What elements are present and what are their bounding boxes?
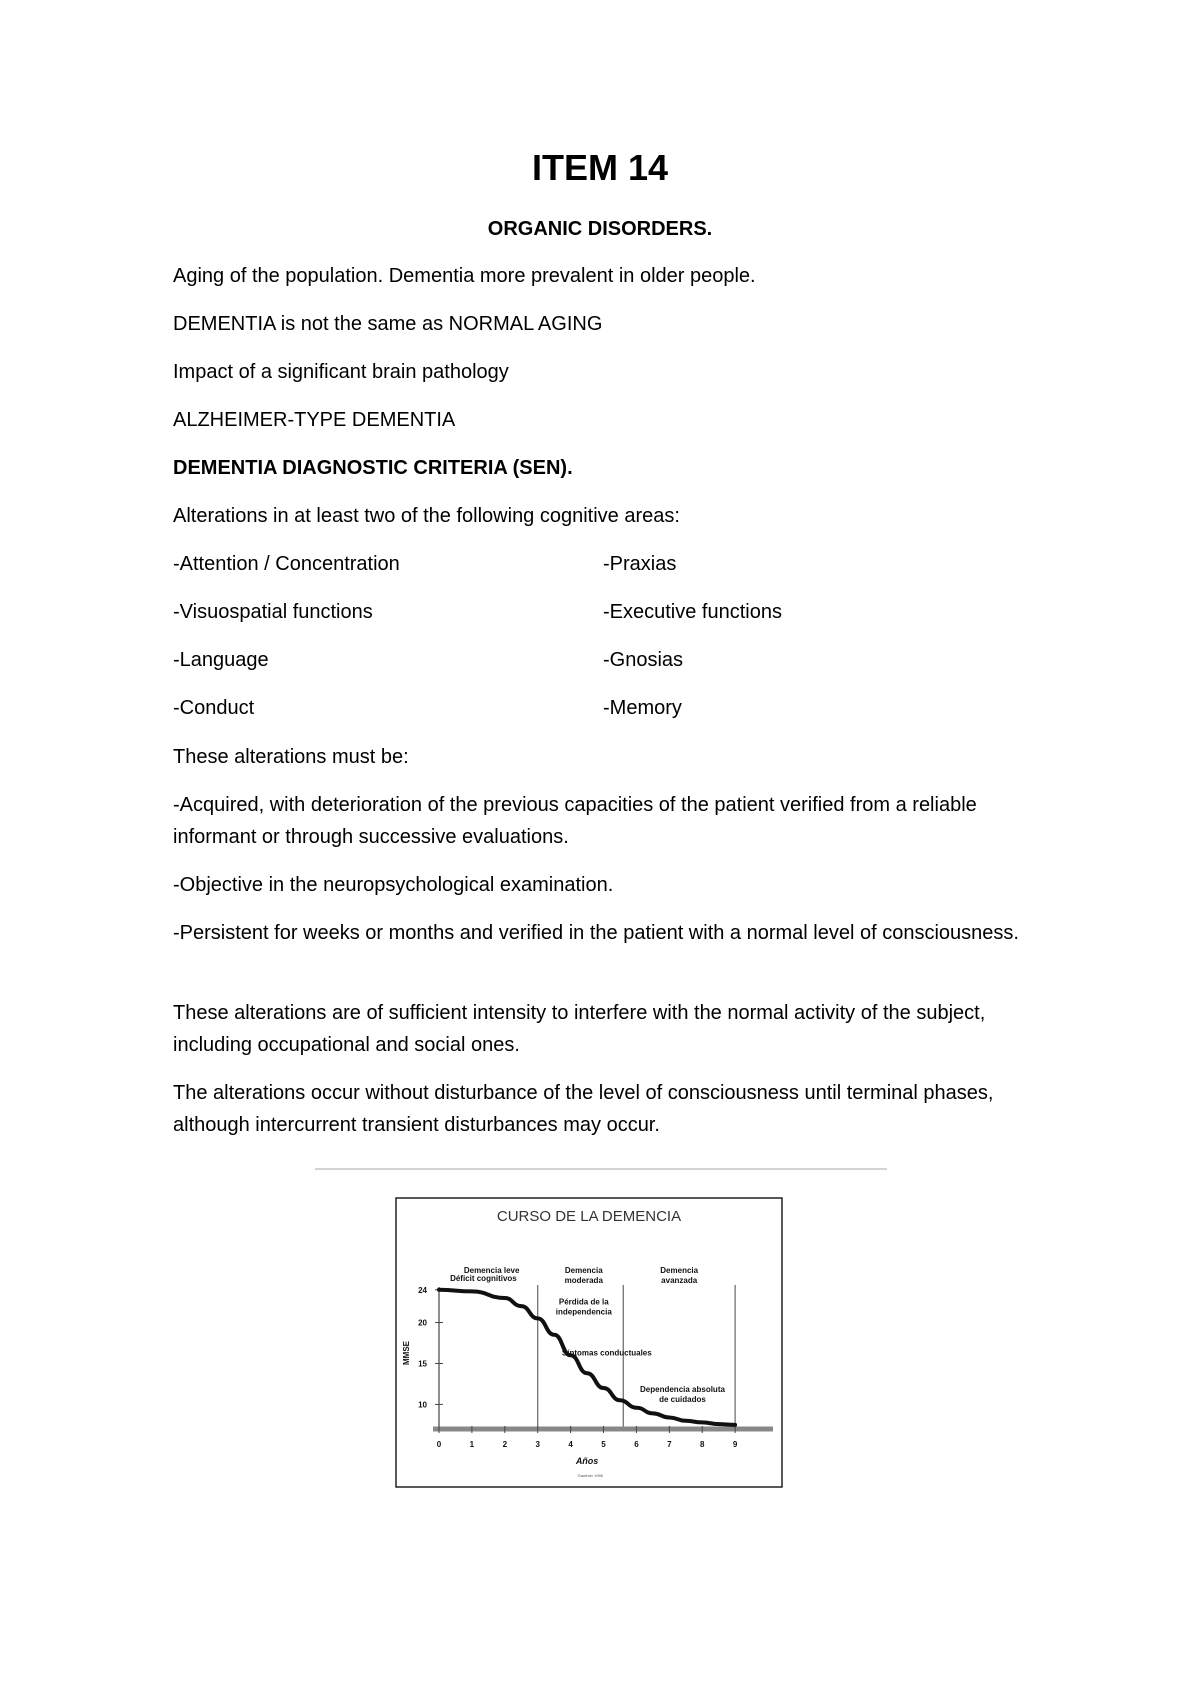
stage-label: avanzada: [661, 1276, 698, 1285]
curve-annotation: independencia: [555, 1307, 612, 1317]
cognitive-area-item: -Conduct: [173, 697, 255, 719]
y-tick-label: 24: [418, 1285, 427, 1295]
objective-line: -Objective in the neuropsychological examination.: [173, 874, 614, 896]
chart-source-note: Gauthier 1996: [577, 1473, 604, 1478]
alterations-intro: Alterations in at least two of the following cognitive areas:: [173, 505, 680, 527]
stage-label: moderada: [564, 1276, 603, 1285]
separator-line: [315, 1168, 887, 1170]
curve-annotation: de cuidados: [659, 1395, 706, 1405]
x-tick-label: 4: [568, 1440, 573, 1449]
y-tick-label: 20: [418, 1318, 427, 1328]
not-same-line: DEMENTIA is not the same as NORMAL AGING: [173, 313, 603, 335]
x-tick-label: 8: [699, 1440, 705, 1449]
cognitive-area-item: -Gnosias: [603, 649, 684, 671]
consciousness-paragraph: The alterations occur without disturbance of the level of consciousness until terminal phases, although intercurrent transient disturbances may occur.: [173, 1082, 994, 1136]
section-subtitle: ORGANIC DISORDERS.: [487, 218, 713, 240]
x-axis-label: Años: [575, 1456, 599, 1466]
curve-annotation: Déficit cognitivos: [450, 1273, 517, 1283]
alzheimer-line: ALZHEIMER-TYPE DEMENTIA: [173, 409, 456, 431]
cognitive-area-item: -Attention / Concentration: [173, 553, 400, 575]
intensity-paragraph: These alterations are of sufficient intensity to interfere with the normal activity of the subject, including occupational and social ones.: [173, 1002, 986, 1056]
y-tick-label: 10: [418, 1400, 427, 1410]
cognitive-area-item: -Memory: [603, 697, 682, 719]
stage-label: Demencia: [660, 1266, 699, 1275]
aging-line: Aging of the population. Dementia more prevalent in older people.: [173, 265, 756, 287]
x-tick-label: 0: [436, 1440, 442, 1449]
y-axis-label: MMSE: [402, 1341, 411, 1365]
x-tick-label: 9: [732, 1440, 738, 1449]
acquired-paragraph: -Acquired, with deterioration of the previous capacities of the patient verified from a reliable informant or through successive evaluations.: [173, 794, 977, 848]
x-tick-label: 5: [601, 1440, 606, 1449]
x-tick-label: 1: [469, 1440, 475, 1449]
curve-annotation: Síntomas conductuales: [561, 1348, 652, 1358]
page-title: ITEM 14: [531, 147, 669, 188]
cognitive-area-item: -Executive functions: [603, 601, 782, 623]
x-tick-label: 3: [535, 1440, 540, 1449]
stage-label: Demencia: [564, 1266, 603, 1275]
criteria-heading: DEMENTIA DIAGNOSTIC CRITERIA (SEN).: [173, 457, 573, 479]
persistent-paragraph: -Persistent for weeks or months and verified in the patient with a normal level of consciousness.: [173, 922, 1019, 944]
cognitive-area-item: -Visuospatial functions: [173, 601, 373, 623]
curve-annotation: Pérdida de la: [558, 1297, 609, 1307]
dementia-course-chart: [395, 1197, 783, 1488]
chart-title: CURSO DE LA DEMENCIA: [496, 1208, 682, 1225]
x-tick-label: 2: [502, 1440, 508, 1449]
y-tick-label: 15: [418, 1359, 427, 1369]
x-tick-label: 6: [634, 1440, 639, 1449]
x-tick-label: 7: [667, 1440, 672, 1449]
curve-annotation: Dependencia absoluta: [640, 1385, 725, 1395]
impact-line: Impact of a significant brain pathology: [173, 361, 509, 383]
must-be-intro: These alterations must be:: [173, 746, 409, 768]
cognitive-area-item: -Praxias: [603, 553, 677, 575]
cognitive-area-item: -Language: [173, 649, 269, 671]
chart-svg: [395, 1197, 783, 1488]
stage-label: Demencia leve: [463, 1266, 520, 1275]
chart-frame: [396, 1198, 782, 1487]
